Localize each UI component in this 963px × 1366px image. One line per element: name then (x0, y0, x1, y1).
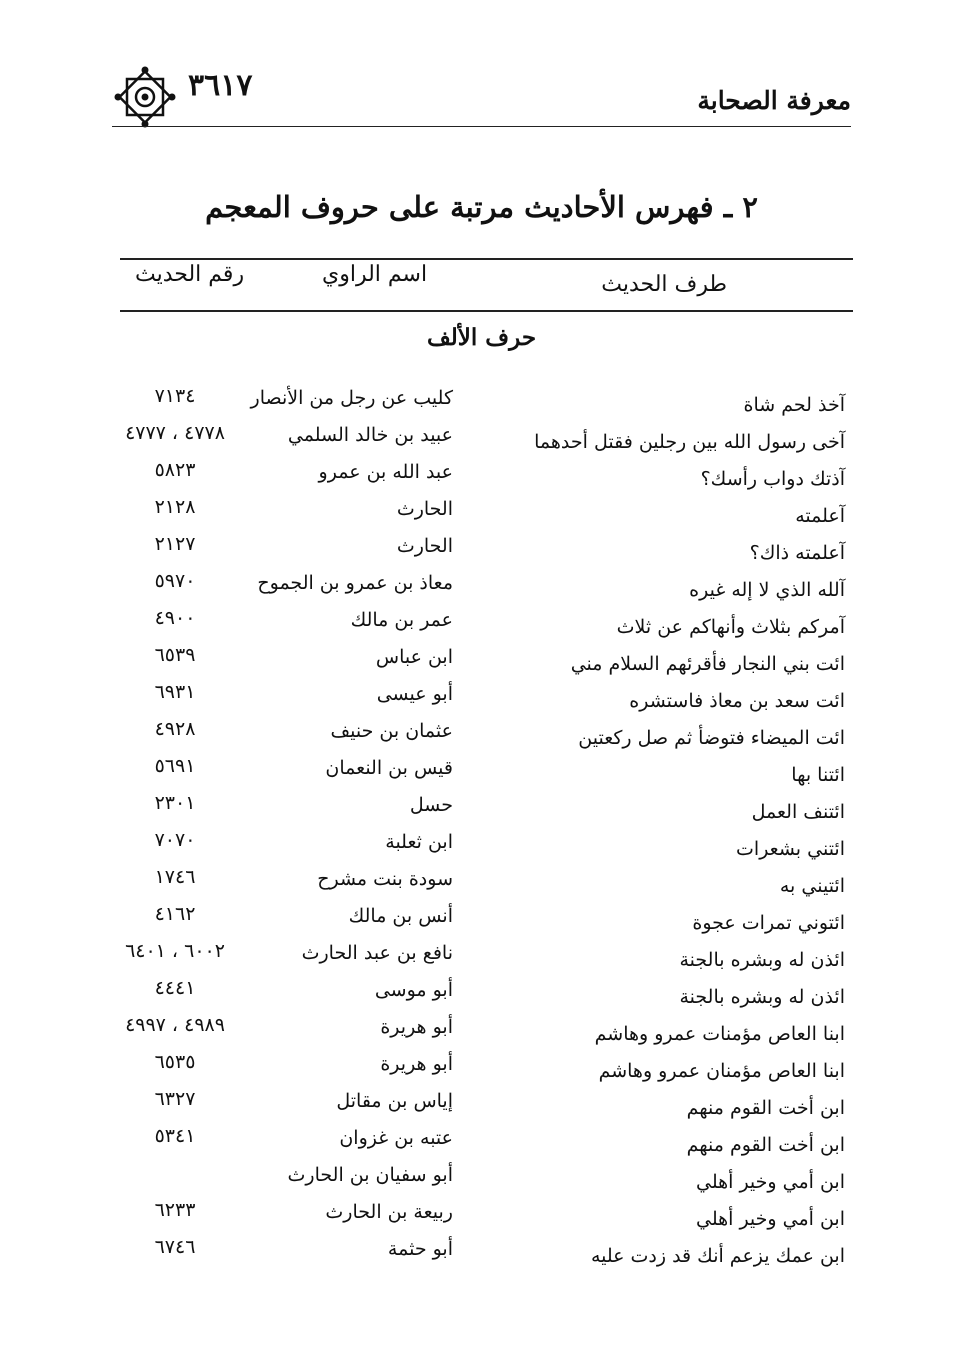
hadith-number: ٥٩٧٠ (154, 570, 196, 592)
hadith-text: ائت سعد بن معاذ فاستشره (629, 690, 845, 712)
hadith-text: ابن أخت القوم منهم (686, 1097, 845, 1119)
narrator-name: الحارث (396, 498, 453, 520)
narrator-name: عثمان بن حنيف (330, 720, 453, 742)
index-row (110, 419, 845, 456)
narrator-name: كليب عن رجل من الأنصار (250, 387, 453, 409)
hadith-number: ٦٣٢٧ (154, 1088, 196, 1110)
index-row (110, 493, 845, 530)
hadith-number: ٧١٣٤ (154, 385, 196, 407)
hadith-text: ائتنف العمل (751, 801, 845, 823)
hadith-text: ابنا العاص مؤمنات عمرو وهاشم (594, 1023, 845, 1045)
narrator-name: عتبه بن غزوان (339, 1127, 453, 1149)
index-row (110, 382, 845, 419)
page-number: ٣٦١٧ (188, 68, 253, 103)
hadith-text: ائتني بشعرات (736, 838, 845, 860)
hadith-text: آمركم بثلاث وأنهاكم عن ثلاث (616, 616, 845, 638)
narrator-name: أبو عيسى (376, 683, 453, 705)
narrator-name: الحارث (396, 535, 453, 557)
index-row (110, 1159, 845, 1196)
hadith-text: آذتك دواب رأسك؟ (700, 468, 845, 490)
index-row (110, 900, 845, 937)
hadith-text: ائذن له وبشره بالجنة (679, 949, 845, 971)
index-row (110, 752, 845, 789)
hadith-text: آلله الذي لا إله غيره (689, 579, 845, 601)
hadith-number: ٤٩٨٩ ، ٤٩٩٧ (125, 1014, 225, 1036)
hadith-number: ٥٨٢٣ (154, 459, 196, 481)
hadith-text: ابن أمي وخير أهلي (695, 1208, 845, 1230)
index-row (110, 530, 845, 567)
hadith-text: ائت بني النجار فأقرئهم السلام مني (570, 653, 845, 675)
narrator-name: ربيعة بن الحارث (325, 1201, 453, 1223)
narrator-name: إياس بن مقاتل (336, 1090, 453, 1112)
narrator-name: عبيد بن خالد السلمي (287, 424, 453, 446)
table-header-rule (120, 310, 853, 312)
column-header-number: رقم الحديث (135, 262, 245, 287)
hadith-text: ائتنا بها (791, 764, 845, 786)
column-header-narrator: اسم الراوي (322, 262, 428, 287)
index-row (110, 789, 845, 826)
narrator-name: حسل (409, 794, 453, 816)
narrator-name: أبو هريرة (380, 1016, 453, 1038)
narrator-name: ابن ثعلبة (385, 831, 453, 853)
hadith-text: ابن أمي وخير أهلي (695, 1171, 845, 1193)
hadith-text: ائتوني تمرات عجوة (692, 912, 845, 934)
hadith-number: ٢١٢٧ (154, 533, 196, 555)
index-row (110, 1048, 845, 1085)
hadith-number: ٢١٢٨ (154, 496, 196, 518)
hadith-number: ٤٤٤١ (154, 977, 196, 999)
narrator-name: أبو حثمة (387, 1238, 453, 1260)
hadith-number: ٦٥٣٩ (154, 644, 196, 666)
index-row (110, 715, 845, 752)
index-row (110, 604, 845, 641)
table-top-rule (120, 258, 853, 260)
narrator-name: أبو موسى (374, 979, 453, 1001)
hadith-number: ٤٩٠٠ (154, 607, 196, 629)
narrator-name: عمر بن مالك (350, 609, 453, 631)
hadith-number: ٦٢٣٣ (154, 1199, 196, 1221)
hadith-number: ٥٣٤١ (154, 1125, 196, 1147)
hadith-text: ابن عمك يزعم أنك قد زدت عليه (590, 1245, 845, 1267)
hadith-index-list (110, 382, 845, 1270)
index-row (110, 1122, 845, 1159)
narrator-name: أبو سفيان بن الحارث (287, 1164, 453, 1186)
hadith-text: آعلمته (795, 505, 845, 527)
narrator-name: أنس بن مالك (348, 905, 453, 927)
index-row (110, 937, 845, 974)
index-row (110, 641, 845, 678)
index-row (110, 826, 845, 863)
hadith-text: آخذ لحم شاة (743, 394, 845, 416)
hadith-text: ابن أخت القوم منهم (686, 1134, 845, 1156)
index-title: ٢ ـ فهرس الأحاديث مرتبة على حروف المعجم (205, 190, 758, 224)
index-row (110, 678, 845, 715)
index-row (110, 567, 845, 604)
hadith-number: ٢٣٠١ (154, 792, 196, 814)
hadith-number: ٧٠٧٠ (154, 829, 196, 851)
octagonal-star-ornament-icon (114, 66, 176, 128)
hadith-text: آعلمته ذاك؟ (749, 542, 845, 564)
index-row (110, 1196, 845, 1233)
index-row (110, 1085, 845, 1122)
index-row (110, 974, 845, 1011)
hadith-number: ٤٩٢٨ (154, 718, 196, 740)
hadith-number: ٥٦٩١ (154, 755, 196, 777)
index-row (110, 1011, 845, 1048)
header-divider (112, 126, 851, 127)
narrator-name: ابن عباس (375, 646, 453, 668)
hadith-number: ٤٧٧٨ ، ٤٧٧٧ (125, 422, 225, 444)
hadith-number: ٦٥٣٥ (154, 1051, 196, 1073)
hadith-text: ابنا العاص مؤمنان عمرو وهاشم (598, 1060, 845, 1082)
section-letter-heading: حرف الألف (426, 324, 537, 351)
hadith-number: ١٧٤٦ (154, 866, 196, 888)
narrator-name: معاذ بن عمرو بن الجموح (257, 572, 453, 594)
hadith-text: ائذن له وبشره بالجنة (679, 986, 845, 1008)
index-row (110, 456, 845, 493)
hadith-text: ائتيني به (779, 875, 845, 897)
hadith-text: ائت الميضاء فتوضأ ثم صل ركعتين (578, 727, 845, 749)
hadith-number: ٦٩٣١ (154, 681, 196, 703)
narrator-name: قيس بن النعمان (325, 757, 453, 779)
hadith-number: ٤١٦٢ (154, 903, 196, 925)
narrator-name: سودة بنت مشرح (317, 868, 453, 890)
narrator-name: أبو هريرة (380, 1053, 453, 1075)
hadith-number: ٦٧٤٦ (154, 1236, 196, 1258)
hadith-number: ٦٠٠٢ ، ٦٤٠١ (125, 940, 225, 962)
column-header-hadith: طرف الحديث (601, 272, 727, 297)
book-title: معرفة الصحابة (697, 86, 851, 115)
narrator-name: نافع بن عبد الحارث (301, 942, 453, 964)
narrator-name: عبد الله بن عمرو (318, 461, 453, 483)
hadith-text: آخى رسول الله بين رجلين فقتل أحدهما (534, 431, 845, 453)
index-row (110, 863, 845, 900)
index-row (110, 1233, 845, 1270)
